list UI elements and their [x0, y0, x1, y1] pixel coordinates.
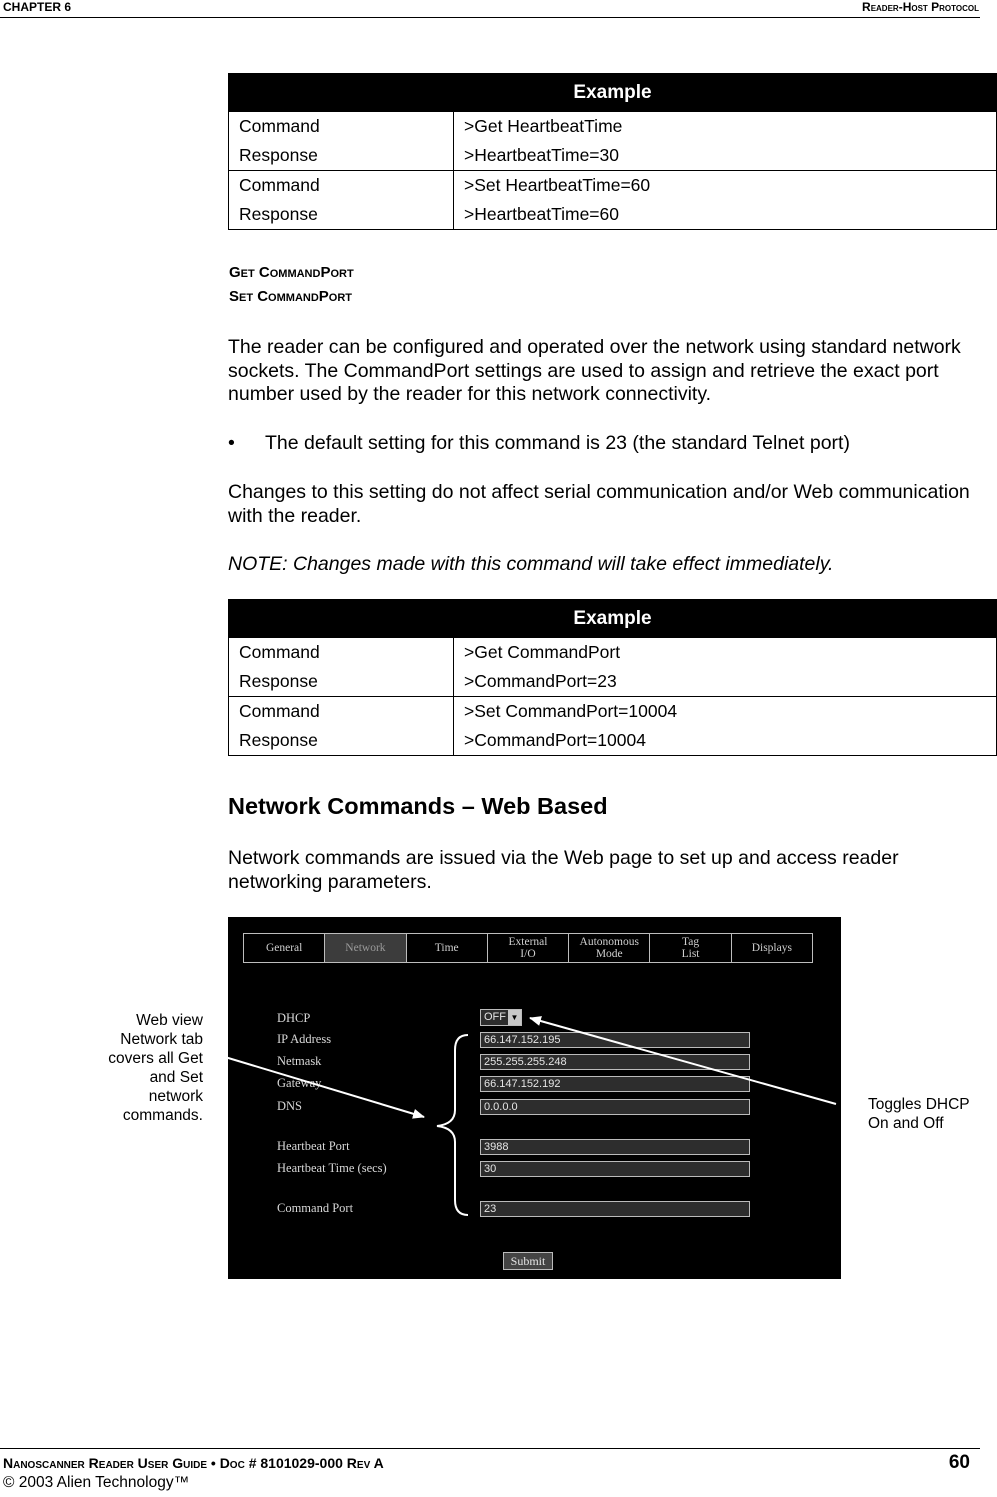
- callout-dhcp-toggle: Toggles DHCP On and Off: [868, 1096, 970, 1132]
- row-value: >CommandPort=23: [454, 667, 997, 697]
- command-port-field[interactable]: 23: [480, 1201, 750, 1217]
- ip-address-label: IP Address: [277, 1032, 332, 1046]
- row-value: >Set CommandPort=10004: [454, 697, 997, 727]
- gateway-label: Gateway: [277, 1076, 322, 1090]
- section-label: Reader-Host Protocol: [862, 0, 979, 14]
- heartbeat-port-field[interactable]: 3988: [480, 1139, 750, 1155]
- row-label: Command: [229, 112, 454, 142]
- footer-doc-info: Nanoscanner Reader User Guide • Doc # 8101029-000 Rev A: [3, 1455, 384, 1471]
- body-paragraph: The reader can be configured and operated over the network using standard network sockets. The CommandPort settings are used to assign and retrieve the exact port number used by the reader for this network connectivity.: [228, 336, 961, 405]
- dhcp-value: OFF: [484, 1011, 506, 1023]
- section-heading: Network Commands – Web Based: [228, 793, 608, 819]
- table-title: Example: [229, 74, 997, 112]
- row-label: Command: [229, 697, 454, 727]
- tab-external-io[interactable]: External I/O: [488, 934, 569, 962]
- table-title: Example: [229, 600, 997, 638]
- brace-icon: [437, 1035, 468, 1215]
- tab-displays[interactable]: Displays: [751, 942, 792, 954]
- note-text: NOTE: Changes made with this command will take effect immediately.: [228, 553, 834, 575]
- copyright: © 2003 Alien Technology™: [3, 1474, 190, 1491]
- row-label: Response: [229, 726, 454, 756]
- command-heading-set: Set CommandPort: [229, 288, 352, 305]
- ip-address-field[interactable]: 66.147.152.195: [480, 1032, 750, 1048]
- chapter-label: CHAPTER 6: [3, 0, 72, 14]
- callout-arrow-right: [530, 1018, 836, 1104]
- heartbeat-time-field[interactable]: 30: [480, 1161, 750, 1177]
- tab-network[interactable]: Network: [325, 934, 406, 962]
- heartbeat-port-label: Heartbeat Port: [277, 1139, 350, 1153]
- page-number: 60: [948, 1452, 970, 1473]
- bullet-item: The default setting for this command is 23 (the standard Telnet port): [265, 432, 850, 454]
- body-paragraph: Changes to this setting do not affect serial communication and/or Web communication with the reader.: [228, 481, 970, 527]
- row-value: >HeartbeatTime=60: [454, 200, 997, 230]
- netmask-field[interactable]: 255.255.255.248: [480, 1054, 750, 1070]
- row-label: Response: [229, 200, 454, 230]
- tab-general[interactable]: General: [244, 934, 325, 962]
- row-label: Response: [229, 667, 454, 697]
- command-heading-get: Get CommandPort: [229, 264, 354, 281]
- heartbeat-time-label: Heartbeat Time (secs): [277, 1161, 387, 1175]
- bullet-icon: •: [228, 432, 235, 454]
- row-value: >CommandPort=10004: [454, 726, 997, 756]
- callout-web-view: Web view Network tab covers all Get and Set network commands.: [108, 1012, 203, 1124]
- submit-button[interactable]: Submit: [503, 1252, 553, 1270]
- row-value: >Set HeartbeatTime=60: [454, 171, 997, 201]
- gateway-field[interactable]: 66.147.152.192: [480, 1076, 750, 1092]
- dhcp-label: DHCP: [277, 1011, 311, 1025]
- row-value: >Get CommandPort: [454, 638, 997, 668]
- row-label: Command: [229, 638, 454, 668]
- tab-tag-list[interactable]: Tag List: [650, 934, 731, 962]
- footer-rule: [0, 1448, 980, 1449]
- tab-autonomous-mode[interactable]: Autonomous Mode: [569, 934, 650, 962]
- row-value: >HeartbeatTime=30: [454, 141, 997, 171]
- tab-time[interactable]: Time: [407, 934, 488, 962]
- callout-arrow-left: [205, 1051, 424, 1117]
- row-value: >Get HeartbeatTime: [454, 112, 997, 142]
- netmask-label: Netmask: [277, 1054, 322, 1068]
- dns-field[interactable]: 0.0.0.0: [480, 1099, 750, 1115]
- command-port-label: Command Port: [277, 1201, 354, 1215]
- row-label: Response: [229, 141, 454, 171]
- row-label: Command: [229, 171, 454, 201]
- body-paragraph: Network commands are issued via the Web page to set up and access reader networking parameters.: [228, 847, 899, 893]
- chevron-down-icon[interactable]: ▼: [508, 1010, 521, 1025]
- dns-label: DNS: [277, 1099, 303, 1113]
